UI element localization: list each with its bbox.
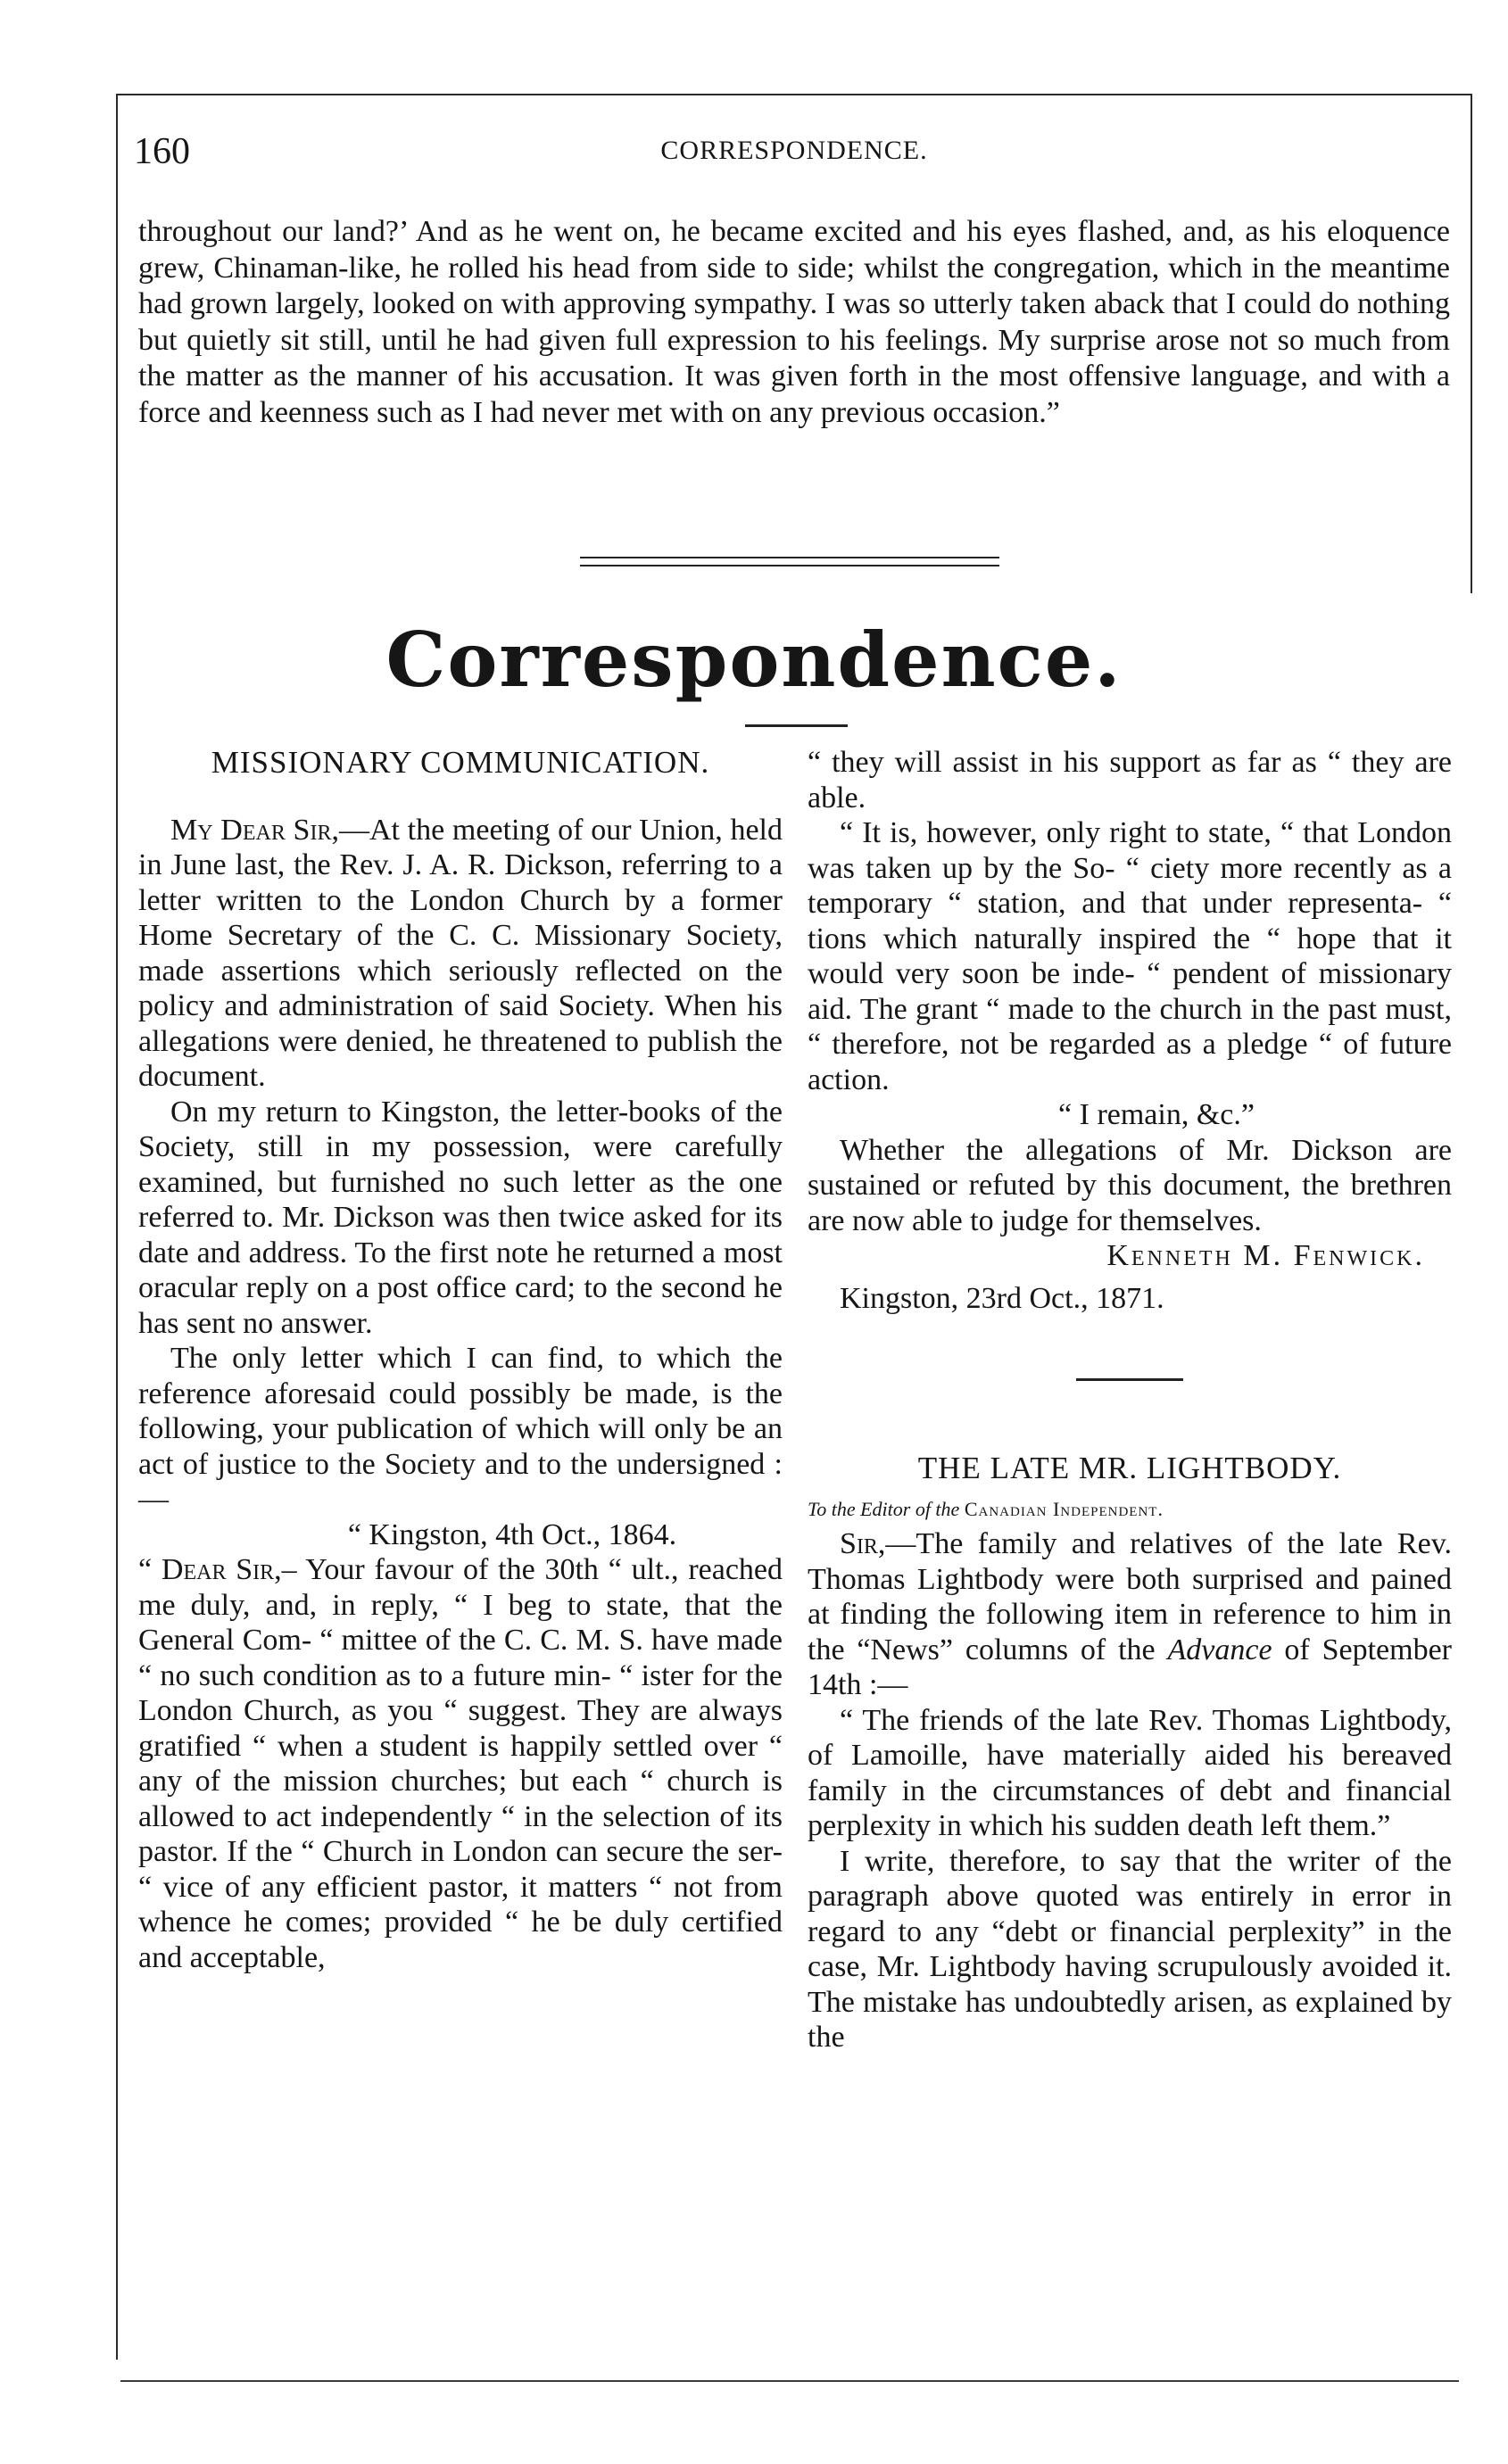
to-editor-name: Canadian Independent. [964,1497,1164,1520]
scan-border-right [1471,94,1472,593]
letter-continuation: “ they will assist in his support as far as “ they are able. [808,746,1452,814]
lightbody-paragraph-2: I write, therefore, to say that the writer of the paragraph above quoted was entirely in error in regard to any “debt or financial perplexity” in the case, Mr. Lightbody having scrupulously avoided it. The mistake has undoubtedly arisen, as explained by the [808,1844,1452,2054]
lightbody-p1-end: of September 14th :— [808,1633,1452,1701]
lightbody-heading: THE LATE MR. LIGHTBODY. [917,1451,1342,1485]
missionary-paragraph-4: Whether the allegations of Mr. Dickson are sustained or refuted by this document, the brethren are now able to judge for themselves. [808,1133,1452,1237]
letter-salutation: “ Dear Sir, [138,1553,282,1586]
letter-closing: “ I remain, &c.” [1058,1098,1255,1131]
scan-border-top [116,94,1472,95]
right-column [808,745,1452,2055]
to-editor-line [808,1492,1452,1527]
running-head: CORRESPONDENCE. [660,136,928,165]
section-rule-bottom [580,565,999,566]
page-number: 160 [134,131,190,172]
section-rule-top [580,557,999,558]
lead-paragraph [138,214,1450,431]
masthead-rule [745,724,848,727]
lightbody-quote: “ The friends of the late Rev. Thomas Lightbody, of Lamoille, have materially aided his bereaved family in the circumstances of debt and financial perplexity in which his sudden death left them.” [808,1703,1452,1842]
correspondence-masthead: Correspondence. [385,616,1123,704]
page-header [134,125,1454,178]
letter-paragraph-2: “ It is, however, only right to state, “ that London was taken up by the So- “ ciety more recently as a temporary “ station, and that under representa- “ tions which naturally inspired the “ hope that it would very soon be inde- “ pendent of missionary aid. The grant “ made to the church in the past must, “ therefore, not be regarded as a pledge “ of future action. [808,816,1452,1096]
signature: Kenneth M. Fenwick. [1106,1239,1425,1272]
to-editor-prefix: To the Editor of the [808,1497,960,1520]
missionary-heading: MISSIONARY COMMUNICATION. [211,745,710,780]
letter-dateline: “ Kingston, 4th Oct., 1864. [347,1517,677,1551]
scan-border-left [116,94,118,2360]
lightbody-salutation: Sir, [840,1527,886,1560]
lightbody-p1-text: —The family and relatives of the late Rev. Thomas Lightbody were both surprised and pained at finding the following item in reference to him in the “News” columns of the [808,1527,1452,1666]
letter-body-text: – Your favour of the 30th “ ult., reached me duly, and, in reply, “ I beg to state, that the General Com- “ mittee of the C. C. M. S. have made “ no such condition as to a future min- “ ister for the London Church, as you “ suggest. They are always gratified “ when a student is happily settled over “ any of the mission churches; but each “ church is allowed to act independently “ in the selection of its pastor. If the “ Church in London can secure the ser- “ vice of any efficient pastor, it matters “ not from whence he comes; provided “ he be duly certified and acceptable, [138,1553,783,1974]
missionary-paragraph-2: On my return to Kingston, the letter-books of the Society, still in my possession, were carefully examined, but furnished no such letter as the one referred to. Mr. Dickson was then twice asked for its date and address. To the first note he returned a most oracular reply on a post office card; to the second he has sent no answer. [138,1095,783,1340]
missionary-paragraph-3: The only letter which I can find, to which the reference aforesaid could possibly be made, is the following, your publication of which will only be an act of justice to the Society and to the undersigned :— [138,1342,783,1516]
advance-title: Advance [1167,1633,1272,1666]
article-divider [1076,1378,1183,1381]
lightbody-paragraph-1 [808,1526,1452,1703]
footer-rule [120,2380,1459,2382]
missionary-p1-text: —At the meeting of our Union, held in June last, the Rev. J. A. R. Dickson, referring to a letter written to the London Church by a former Home Secretary of the C. C. Missionary Society, made assertions which seriously reflected on the policy and administration of said Society. When his allegations were denied, he threatened to publish the document. [138,813,783,1093]
missionary-paragraph-1 [138,813,783,1095]
left-column [138,745,783,1975]
salutation: My Dear Sir, [170,813,339,847]
letter-body [138,1552,783,1975]
place-date: Kingston, 23rd Oct., 1871. [840,1281,1164,1315]
lead-text: throughout our land?’ And as he went on, he became excited and his eyes flashed, and, as his eloquence grew, Chinaman-like, he rolled his head from side to side; whilst the congregation, which in the meantime had grown largely, looked on with approving sympathy. I was so utterly taken aback that I could do nothing but quietly sit still, until he had given full expression to his feelings. My surprise arose not so much from the matter as the manner of his accusation. It was given forth in the most offensive language, and with a force and keenness such as I had never met with on any previous occasion.” [138,215,1450,429]
